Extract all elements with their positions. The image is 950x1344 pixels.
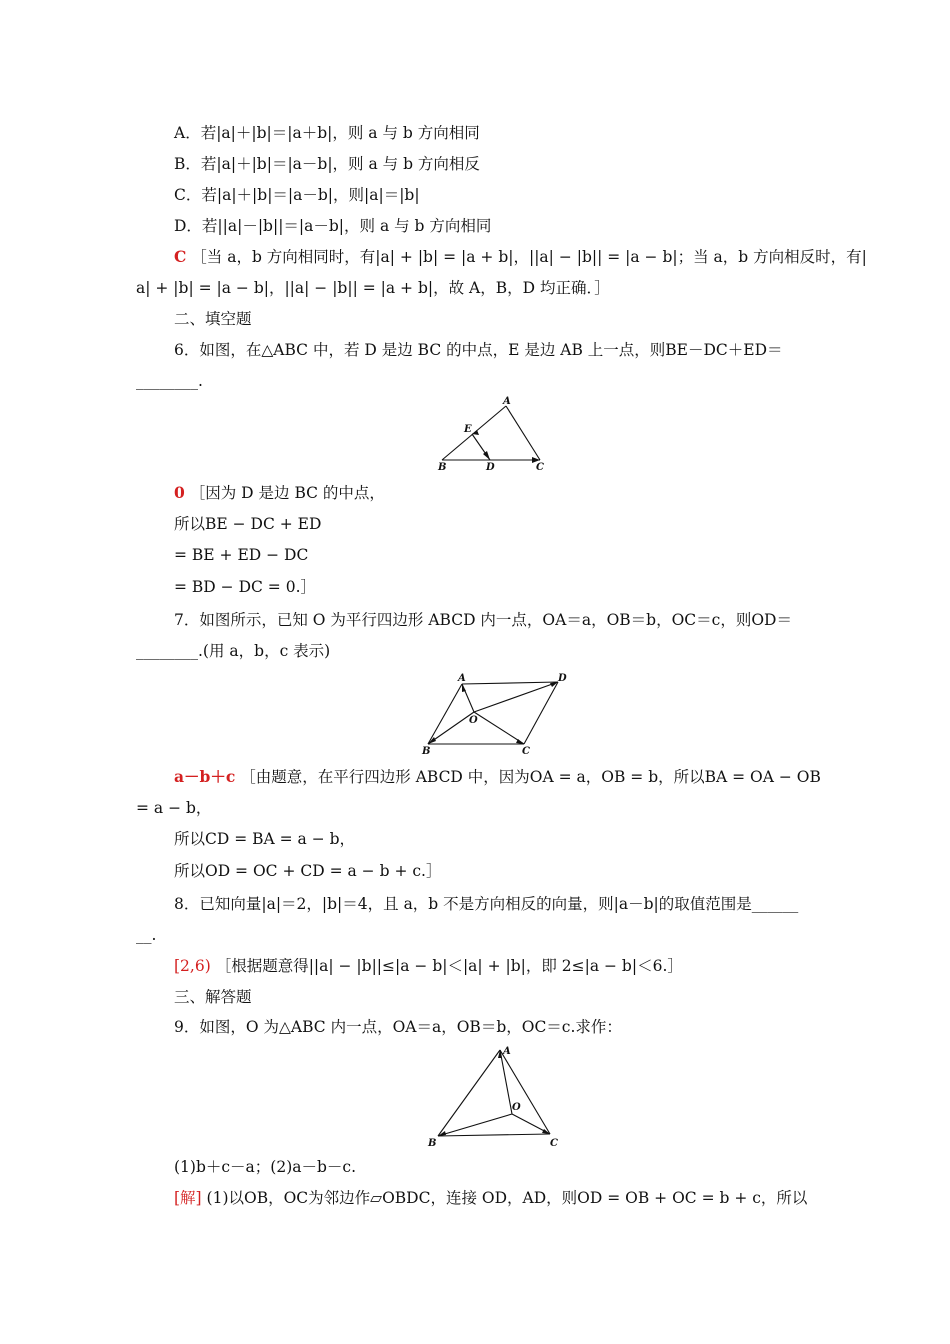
q6-explain-1: ［因为 D 是边 BC 的中点， [189,484,385,502]
q5-answer-line [174,247,867,267]
q9-label-a: A [503,1046,511,1057]
q8-answer: [2,6) [174,957,211,975]
q7-label-c: C [522,746,530,757]
q9-parts: (1)b＋c－a；(2)a－b－c. [174,1158,357,1176]
q7-answer: a－b＋c [174,767,236,786]
q7-label-b: B [422,746,431,757]
q6-stem-2: ________. [136,372,203,390]
q6-answer: 0 [174,483,185,502]
q6-explain-2: 所以BE − DC + ED [174,515,322,533]
q6-label-d: D [486,462,495,473]
q7-stem-1: 7．如图所示，已知 O 为平行四边形 ABCD 内一点，OA＝a，OB＝b，OC＝c，则OD＝ [174,611,792,629]
q5-explain-2: a| + |b| = |a − b|，||a| − |b|| = |a + b|，故 A，B，D 均正确．］ [136,279,610,297]
q9-stem: 9．如图，O 为△ABC 内一点，OA＝a，OB＝b，OC＝c.求作： [174,1018,622,1036]
q9-label-c: C [550,1138,558,1149]
q6-label-b: B [438,462,447,473]
q6-answer-line [174,483,854,503]
q9-solution-tag: [解] [174,1189,202,1207]
q7-explain-4: 所以OD = OC + CD = a − b + c.］ [174,862,442,880]
q8-explain: ［根据题意得||a| − |b||≤|a − b|＜|a| + |b|，即 2≤|a − b|＜6.］ [215,957,683,975]
q6-stem-1: 6．如图，在△ABC 中，若 D 是边 BC 的中点，E 是边 AB 上一点，则BE－DC＋ED＝ [174,341,783,359]
section-title-solve: 三、解答题 [174,988,252,1006]
q5-answer: C [174,247,187,266]
q7-explain-1: ［由题意，在平行四边形 ABCD 中，因为OA = a，OB = b，所以BA = OA − OB [240,768,821,786]
q5-option-d: D．若||a|－|b||＝|a－b|，则 a 与 b 方向相同 [174,217,492,235]
q8-stem-1: 8．已知向量|a|＝2，|b|＝4，且 a，b 不是方向相反的向量，则|a－b|的取值范围是______ [174,895,799,913]
q5-option-c: C．若|a|＋|b|＝|a－b|，则|a|＝|b| [174,186,420,204]
q6-label-e: E [464,424,472,435]
q8-answer-line [174,956,854,976]
q6-explain-3: = BE + ED − DC [174,546,309,564]
q7-explain-3: 所以CD = BA = a − b， [174,830,356,848]
q6-label-c: C [536,462,544,473]
q5-option-a: A．若|a|＋|b|＝|a＋b|，则 a 与 b 方向相同 [174,124,480,142]
section-title-fill-blank: 二、填空题 [174,310,252,328]
q6-explain-4: = BD − DC = 0.］ [174,578,316,596]
q9-solution-line [174,1188,854,1208]
q7-label-a: A [458,673,466,684]
q7-answer-line [174,767,854,787]
q9-label-o: O [512,1102,521,1113]
q7-stem-2: ________.(用 a，b，c 表示) [136,642,331,660]
q9-figure-triangle [424,1042,568,1152]
q6-label-a: A [503,396,511,407]
q7-label-d: D [558,673,567,684]
q7-figure-parallelogram [418,670,574,762]
q9-solution: (1)以OB，OC为邻边作▱OBDC，连接 OD，AD，则OD = OB + OC = b + c，所以 [206,1189,808,1207]
q8-stem-2: __. [136,926,157,944]
q5-option-b: B．若|a|＋|b|＝|a－b|，则 a 与 b 方向相反 [174,155,480,173]
q5-explain-1: ［当 a，b 方向相同时，有|a| + |b| = |a + b|，||a| − |b|| = |a − b|；当 a，b 方向相反时，有| [191,248,867,266]
q7-explain-2: = a − b， [136,799,212,817]
q6-figure-triangle [436,396,552,474]
q9-label-b: B [428,1138,437,1149]
q7-label-o: O [469,715,478,726]
